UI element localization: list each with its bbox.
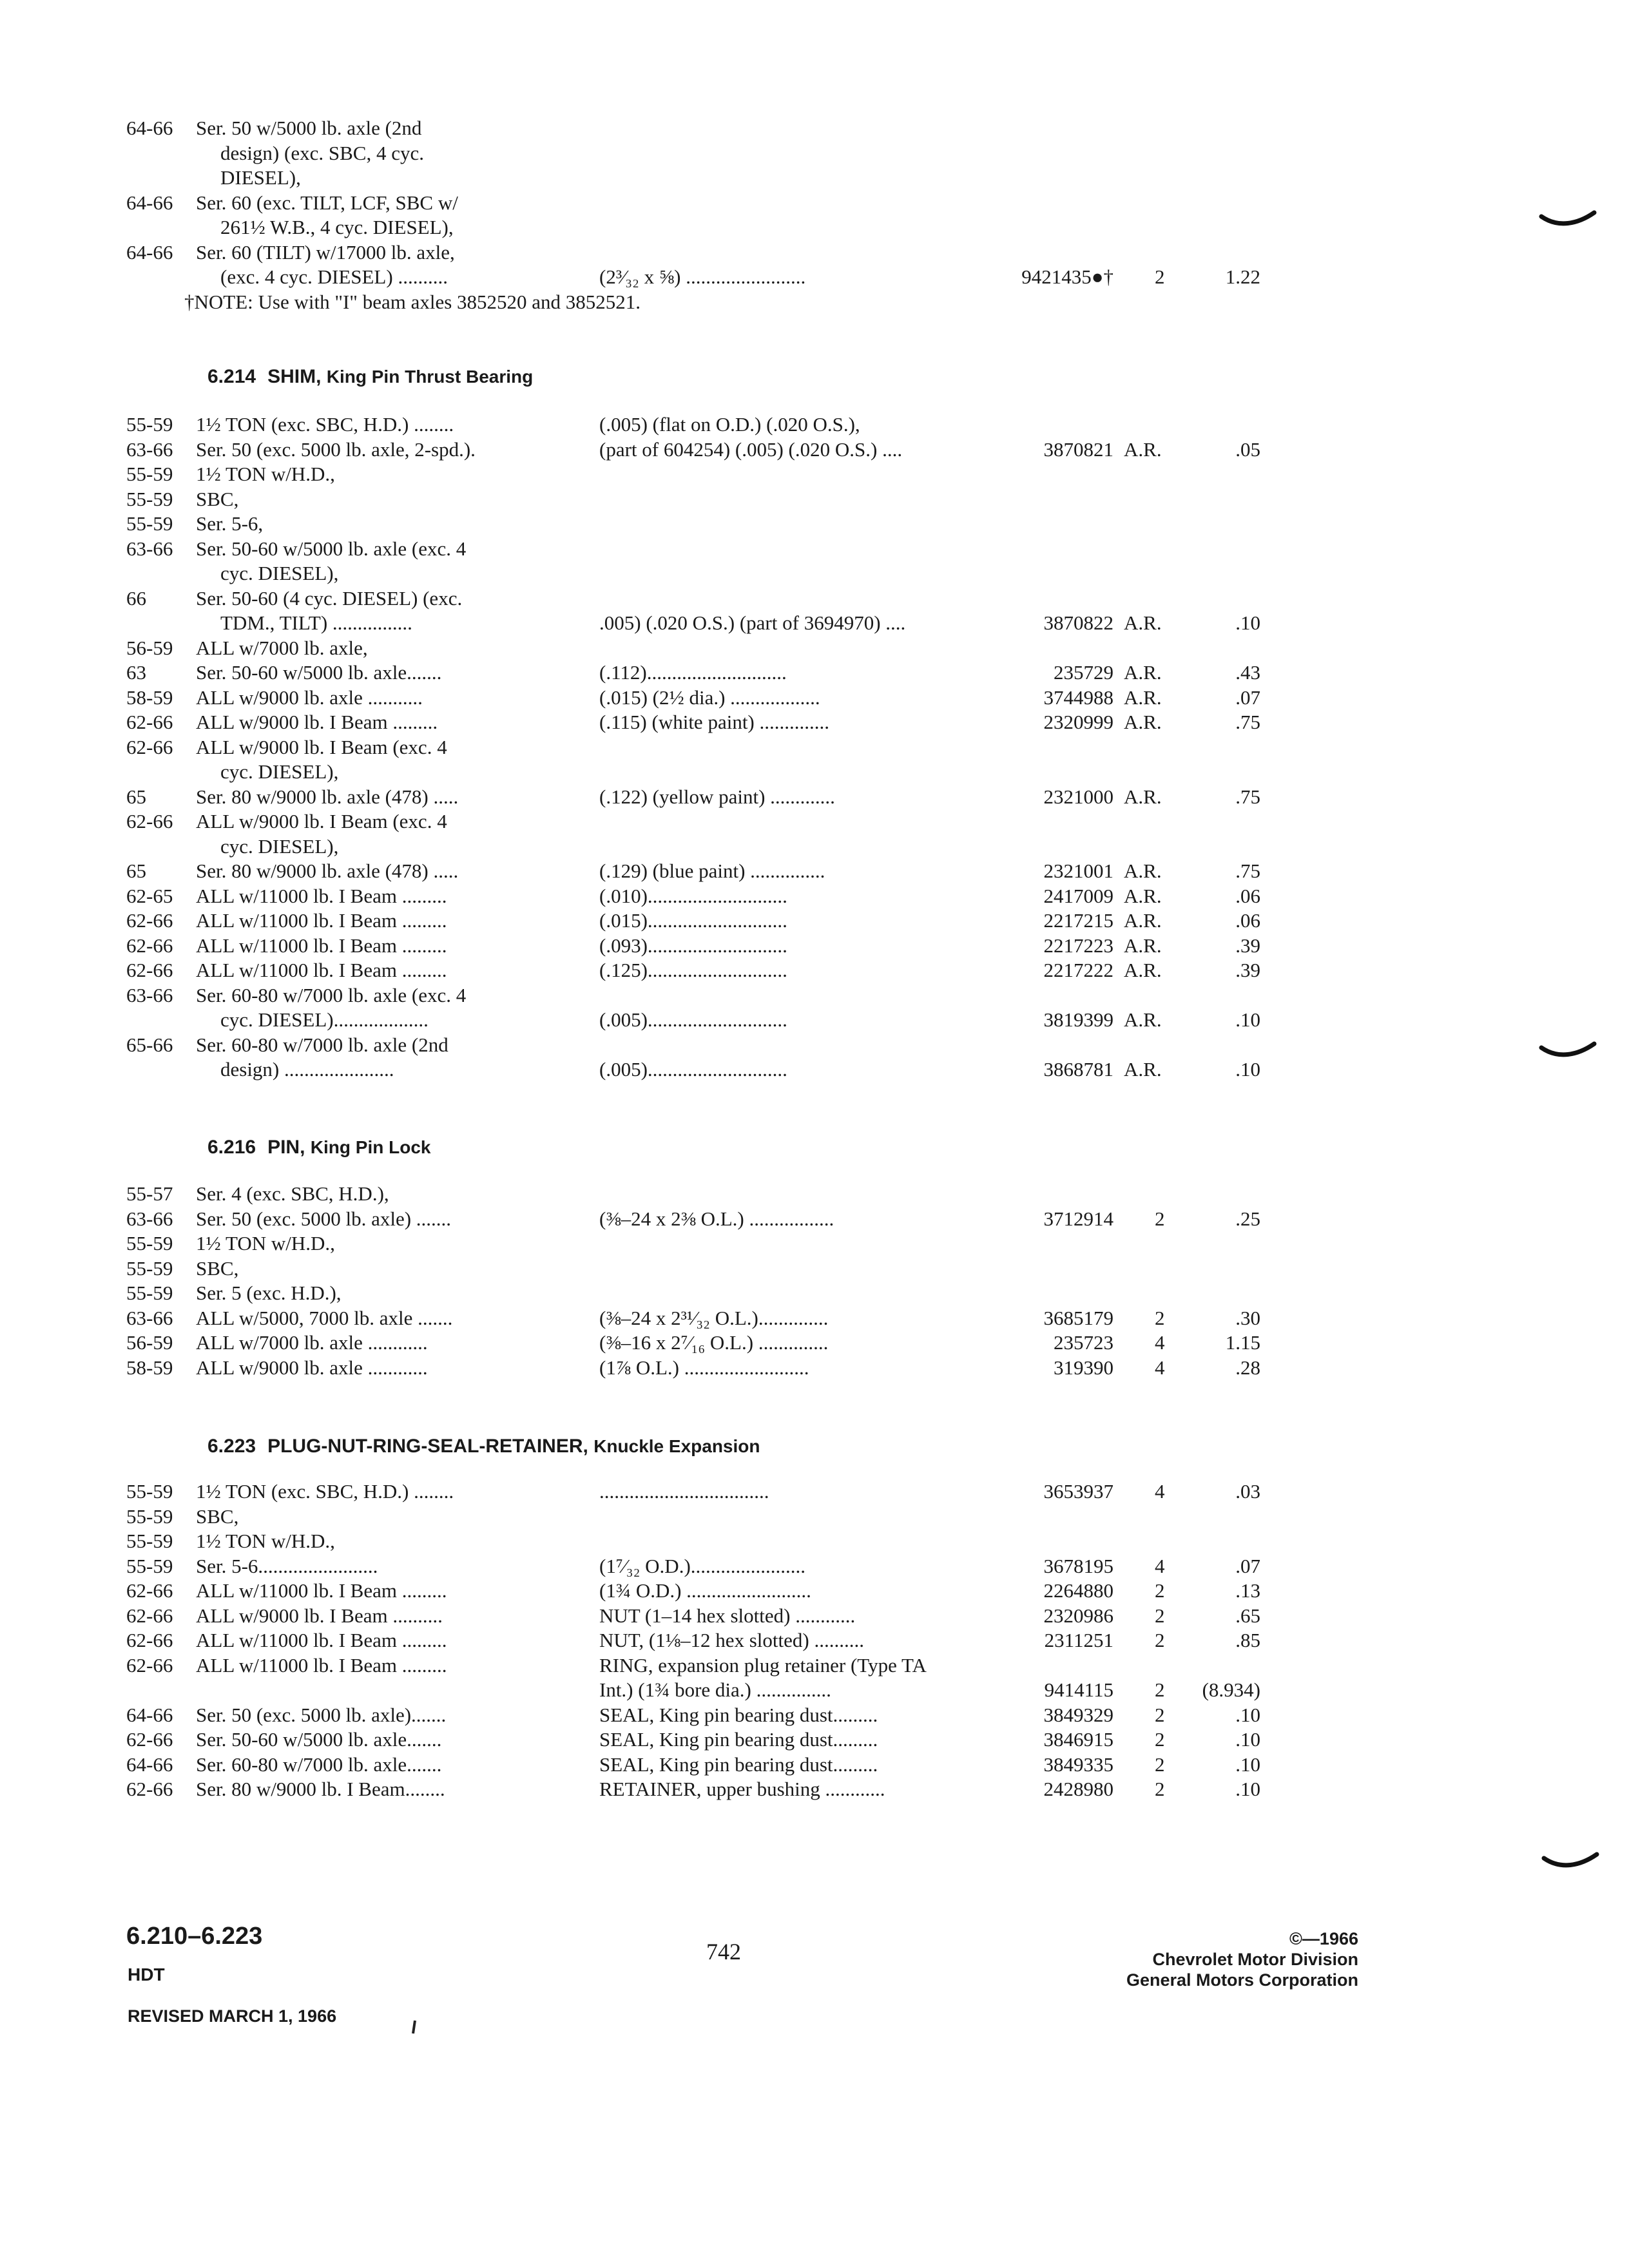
application-description: 1½ TON (exc. SBC, H.D.) ........: [196, 1480, 454, 1503]
footer-copyright: ©—1966: [1289, 1929, 1358, 1948]
application-description: ALL w/11000 lb. I Beam .........: [196, 884, 447, 907]
model-years: 62-66: [126, 909, 173, 932]
specification: ..................................: [599, 1480, 769, 1503]
part-number: 2417009: [1043, 884, 1113, 907]
quantity: 4: [1155, 1554, 1165, 1577]
application-description: cyc. DIESEL),: [220, 760, 339, 783]
specification: RING, expansion plug retainer (Type TA: [599, 1653, 927, 1677]
table-row: [0, 785, 1629, 809]
application-description: ALL w/11000 lb. I Beam .........: [196, 909, 447, 932]
price: .75: [1235, 711, 1260, 733]
price: .85: [1235, 1629, 1260, 1651]
part-number: 9414115: [1044, 1678, 1113, 1701]
table-row: [0, 1554, 1629, 1579]
table-row: [0, 1182, 1629, 1206]
table-row: [0, 636, 1629, 660]
price: .39: [1235, 959, 1260, 981]
part-number: 3849329: [1043, 1703, 1113, 1726]
table-row: [0, 265, 1629, 289]
quantity: 2: [1155, 1728, 1165, 1751]
section-number: 6.214: [207, 366, 256, 387]
specification: (.122) (yellow paint) .............: [599, 785, 835, 808]
quantity: 2: [1155, 1604, 1165, 1627]
model-years: 62-66: [126, 934, 173, 957]
table-row: [0, 958, 1629, 983]
quantity: A.R.: [1124, 711, 1162, 733]
model-years: 55-59: [126, 512, 173, 535]
application-description: Ser. 50 (exc. 5000 lb. axle, 2-spd.).: [196, 437, 476, 461]
footer-revised: REVISED MARCH 1, 1966: [128, 2006, 337, 2026]
price: .10: [1235, 1703, 1260, 1726]
model-years: 55-59: [126, 1554, 173, 1577]
model-years: 65: [126, 785, 146, 808]
specification: (.093)............................: [599, 934, 787, 957]
table-row: [0, 215, 1629, 240]
quantity: 2: [1155, 1579, 1165, 1602]
model-years: 62-66: [126, 1728, 173, 1751]
table-row: [0, 1207, 1629, 1231]
application-description: ALL w/11000 lb. I Beam .........: [196, 934, 447, 957]
table-row: [0, 1753, 1629, 1777]
application-description: Ser. 60-80 w/7000 lb. axle (exc. 4: [196, 983, 467, 1006]
part-number: 2321001: [1043, 860, 1113, 882]
table-row: [0, 1604, 1629, 1628]
part-number: 319390: [1054, 1356, 1113, 1379]
footer-code: HDT: [128, 1965, 165, 1984]
section-name: PIN,: [267, 1137, 305, 1158]
application-description: cyc. DIESEL),: [220, 562, 339, 584]
specification: (⅜–24 x 2³¹⁄₃₂ O.L.)..............: [599, 1306, 829, 1329]
quantity: A.R.: [1124, 860, 1162, 882]
table-row: [0, 686, 1629, 710]
table-row: [0, 1504, 1629, 1529]
application-description: Ser. 80 w/9000 lb. I Beam........: [196, 1778, 445, 1800]
application-description: ALL w/9000 lb. axle ...........: [196, 686, 423, 709]
part-number: 2320986: [1043, 1604, 1113, 1627]
price: .25: [1235, 1207, 1260, 1230]
application-description: Ser. 80 w/9000 lb. axle (478) .....: [196, 785, 459, 808]
part-number: 235729: [1054, 661, 1113, 684]
table-row: [0, 512, 1629, 536]
quantity: 4: [1155, 1480, 1165, 1503]
table-row: [0, 1529, 1629, 1553]
stray-mark: [410, 2018, 419, 2037]
price: .10: [1235, 1753, 1260, 1776]
price: .10: [1235, 1778, 1260, 1800]
part-number: 3868781: [1043, 1058, 1113, 1081]
quantity: 2: [1155, 1678, 1165, 1701]
price: .05: [1235, 437, 1260, 461]
model-years: 65: [126, 860, 146, 882]
section-number: 6.223: [207, 1436, 256, 1457]
application-description: ALL w/11000 lb. I Beam .........: [196, 1653, 447, 1677]
application-description: Ser. 50-60 w/5000 lb. axle.......: [196, 1728, 442, 1751]
table-row: [0, 1057, 1629, 1082]
model-years: 58-59: [126, 1356, 173, 1379]
specification: (2³⁄₃₂ x ⅝) ........................: [599, 265, 806, 288]
application-description: cyc. DIESEL)...................: [220, 1008, 429, 1031]
model-years: 58-59: [126, 686, 173, 709]
price: (8.934): [1202, 1678, 1260, 1701]
application-description: 1½ TON w/H.D.,: [196, 1232, 335, 1254]
quantity: A.R.: [1124, 1058, 1162, 1081]
application-description: design) ......................: [220, 1058, 394, 1081]
table-row: [0, 561, 1629, 586]
table-row: [0, 537, 1629, 561]
specification: SEAL, King pin bearing dust.........: [599, 1753, 878, 1776]
part-number: 2311251: [1044, 1629, 1113, 1651]
application-description: ALL w/9000 lb. axle ............: [196, 1356, 428, 1379]
specification: (.015) (2½ dia.) ..................: [599, 686, 820, 709]
model-years: 62-66: [126, 1604, 173, 1627]
model-years: 55-59: [126, 463, 173, 485]
application-description: 1½ TON w/H.D.,: [196, 1530, 335, 1552]
table-row: [0, 611, 1629, 635]
application-description: TDM., TILT) ................: [220, 611, 412, 634]
model-years: 62-65: [126, 884, 173, 907]
part-number: 235723: [1054, 1331, 1113, 1354]
price: .10: [1235, 1728, 1260, 1751]
application-description: ALL w/5000, 7000 lb. axle .......: [196, 1306, 453, 1329]
application-description: Ser. 60-80 w/7000 lb. axle (2nd: [196, 1033, 448, 1056]
price: .65: [1235, 1604, 1260, 1627]
table-row: [0, 1727, 1629, 1752]
application-description: Ser. 5-6,: [196, 512, 264, 535]
price: .10: [1235, 611, 1260, 634]
table-row: [0, 859, 1629, 883]
application-description: Ser. 60 (TILT) w/17000 lb. axle,: [196, 240, 455, 264]
specification: Int.) (1¾ bore dia.) ...............: [599, 1678, 831, 1701]
part-number: 3685179: [1043, 1306, 1113, 1329]
table-row: [0, 1653, 1629, 1678]
price: .10: [1235, 1058, 1260, 1081]
section-subtitle: Knuckle Expansion: [593, 1436, 760, 1456]
table-row: [0, 412, 1629, 437]
application-description: ALL w/9000 lb. I Beam (exc. 4: [196, 735, 447, 758]
note-top: [0, 290, 1629, 314]
section-heading-6214: [207, 365, 533, 390]
quantity: A.R.: [1124, 934, 1162, 957]
table-row: [0, 487, 1629, 512]
model-years: 55-59: [126, 1504, 173, 1528]
model-years: 63-66: [126, 1306, 173, 1329]
model-years: 55-59: [126, 1232, 173, 1254]
part-number: 3712914: [1043, 1207, 1113, 1230]
table-row: [0, 884, 1629, 908]
table-row: [0, 710, 1629, 735]
part-number: 2264880: [1043, 1579, 1113, 1602]
quantity: A.R.: [1124, 785, 1162, 808]
model-years: 63-66: [126, 1207, 173, 1230]
model-years: 62-66: [126, 810, 173, 832]
quantity: A.R.: [1124, 959, 1162, 981]
price: 1.15: [1225, 1331, 1260, 1354]
quantity: 2: [1155, 1207, 1165, 1230]
model-years: 55-59: [126, 1282, 173, 1304]
price: .75: [1235, 860, 1260, 882]
model-years: 63-66: [126, 437, 173, 461]
part-number: 3870822: [1043, 611, 1113, 634]
model-years: 62-66: [126, 1629, 173, 1651]
specification: .005) (.020 O.S.) (part of 3694970) ....: [599, 611, 906, 634]
application-description: SBC,: [196, 487, 239, 510]
part-number: 3846915: [1043, 1728, 1113, 1751]
table-row: [0, 1306, 1629, 1331]
table-row: [0, 660, 1629, 685]
application-description: Ser. 50-60 w/5000 lb. axle (exc. 4: [196, 537, 467, 560]
application-description: Ser. 5 (exc. H.D.),: [196, 1282, 342, 1304]
application-description: ALL w/9000 lb. I Beam .........: [196, 711, 438, 733]
part-number: 3678195: [1043, 1554, 1113, 1577]
quantity: A.R.: [1124, 611, 1162, 634]
table-row: [0, 1033, 1629, 1057]
model-years: 62-66: [126, 735, 173, 758]
application-description: ALL w/11000 lb. I Beam .........: [196, 1629, 447, 1651]
binder-tick-mark: [1539, 1040, 1597, 1066]
model-years: 62-66: [126, 1579, 173, 1602]
quantity: A.R.: [1124, 909, 1162, 932]
application-description: Ser. 60-80 w/7000 lb. axle.......: [196, 1753, 442, 1776]
application-description: ALL w/11000 lb. I Beam .........: [196, 959, 447, 981]
price: .39: [1235, 934, 1260, 957]
table-row: [0, 834, 1629, 859]
part-number: 2217223: [1043, 934, 1113, 957]
specification: (1⅞ O.L.) .........................: [599, 1356, 809, 1379]
table-row: [0, 1331, 1629, 1355]
footer-range: 6.210–6.223: [126, 1923, 263, 1950]
model-years: 55-59: [126, 413, 173, 436]
specification: (1⁷⁄₃₂ O.D.).......................: [599, 1554, 806, 1577]
quantity: 2: [1155, 1778, 1165, 1800]
price: .03: [1235, 1480, 1260, 1503]
application-description: Ser. 50 (exc. 5000 lb. axle).......: [196, 1703, 447, 1726]
specification: (.115) (white paint) ..............: [599, 711, 829, 733]
table-row: [0, 462, 1629, 486]
model-years: 63: [126, 661, 146, 684]
quantity: 2: [1155, 1306, 1165, 1329]
quantity: A.R.: [1124, 437, 1162, 461]
specification: NUT (1–14 hex slotted) ............: [599, 1604, 856, 1627]
model-years: 55-59: [126, 1256, 173, 1280]
specification: (.010)............................: [599, 884, 787, 907]
specification: SEAL, King pin bearing dust.........: [599, 1703, 878, 1726]
part-number: 3870821: [1043, 437, 1113, 461]
application-description: Ser. 50 (exc. 5000 lb. axle) .......: [196, 1207, 452, 1230]
table-row: [0, 191, 1629, 215]
model-years: 62-66: [126, 959, 173, 981]
table-row: [0, 1256, 1629, 1281]
table-row: [0, 934, 1629, 958]
table-row: [0, 983, 1629, 1008]
table-row: [0, 908, 1629, 933]
table-row: [0, 166, 1629, 190]
application-description: Ser. 80 w/9000 lb. axle (478) .....: [196, 860, 459, 882]
application-description: Ser. 60 (exc. TILT, LCF, SBC w/: [196, 191, 458, 214]
section-subtitle: King Pin Lock: [310, 1137, 431, 1157]
footer-corporation: General Motors Corporation: [1126, 1970, 1358, 1990]
model-years: 66: [126, 586, 146, 610]
model-years: 55-59: [126, 487, 173, 510]
model-years: 65-66: [126, 1033, 173, 1056]
application-description: 1½ TON (exc. SBC, H.D.) ........: [196, 413, 454, 436]
price: .06: [1235, 909, 1260, 932]
application-description: 261½ W.B., 4 cyc. DIESEL),: [220, 216, 454, 238]
quantity: 2: [1155, 1753, 1165, 1776]
model-years: 64-66: [126, 1703, 173, 1726]
specification: (1¾ O.D.) .........................: [599, 1579, 811, 1602]
table-row: [0, 1777, 1629, 1802]
table-row: [0, 1008, 1629, 1032]
part-number: 3744988: [1043, 686, 1113, 709]
part-number: 2217215: [1043, 909, 1113, 932]
table-row: [0, 1231, 1629, 1256]
section-number: 6.216: [207, 1137, 256, 1158]
model-years: 63-66: [126, 983, 173, 1006]
model-years: 56-59: [126, 1331, 173, 1354]
application-description: Ser. 5-6........................: [196, 1554, 378, 1577]
table-row: [0, 586, 1629, 611]
specification: (.125)............................: [599, 959, 787, 981]
specification: (.005)............................: [599, 1058, 787, 1081]
part-number: 3819399: [1043, 1008, 1113, 1031]
table-row: [0, 141, 1629, 166]
price: .13: [1235, 1579, 1260, 1602]
table-row: [0, 437, 1629, 462]
specification: (⅜–24 x 2⅜ O.L.) .................: [599, 1207, 834, 1230]
table-row: [0, 735, 1629, 760]
part-number: 3653937: [1043, 1480, 1113, 1503]
application-description: ALL w/9000 lb. I Beam (exc. 4: [196, 810, 447, 832]
part-number: 2321000: [1043, 785, 1113, 808]
application-description: ALL w/9000 lb. I Beam ..........: [196, 1604, 443, 1627]
quantity: 2: [1155, 1629, 1165, 1651]
quantity: 4: [1155, 1331, 1165, 1354]
model-years: 62-66: [126, 1653, 173, 1677]
application-description: SBC,: [196, 1256, 239, 1280]
table-row: [0, 760, 1629, 784]
table-row: [0, 1356, 1629, 1380]
table-row: [0, 1281, 1629, 1305]
price: .30: [1235, 1306, 1260, 1329]
application-description: cyc. DIESEL),: [220, 834, 339, 858]
table-row: [0, 1703, 1629, 1727]
application-description: Ser. 50-60 (4 cyc. DIESEL) (exc.: [196, 586, 463, 610]
section-heading-6216: [207, 1135, 430, 1160]
application-description: 1½ TON w/H.D.,: [196, 463, 335, 485]
quantity: 2: [1155, 1703, 1165, 1726]
table-row: [0, 240, 1629, 265]
model-years: 55-59: [126, 1530, 173, 1552]
application-description: ALL w/7000 lb. axle,: [196, 636, 368, 659]
model-years: 62-66: [126, 1778, 173, 1800]
quantity: 2: [1155, 265, 1165, 288]
price: 1.22: [1225, 265, 1260, 288]
section-name: SHIM,: [267, 366, 322, 387]
model-years: 64-66: [126, 1753, 173, 1776]
model-years: 64-66: [126, 117, 173, 139]
specification: (.112)............................: [599, 661, 787, 684]
specification: (.015)............................: [599, 909, 787, 932]
price: .75: [1235, 785, 1260, 808]
specification: RETAINER, upper bushing ............: [599, 1778, 885, 1800]
specification: (.129) (blue paint) ...............: [599, 860, 825, 882]
specification: (⅜–16 x 2⁷⁄₁₆ O.L.) ..............: [599, 1331, 829, 1354]
part-number: 2428980: [1043, 1778, 1113, 1800]
application-description: DIESEL),: [220, 166, 301, 189]
model-years: 64-66: [126, 191, 173, 214]
table-row: [0, 1479, 1629, 1504]
specification: (part of 604254) (.005) (.020 O.S.) ....: [599, 437, 903, 461]
table-row: [0, 809, 1629, 834]
price: .07: [1235, 1554, 1260, 1577]
application-description: SBC,: [196, 1504, 239, 1528]
specification: (.005) (flat on O.D.) (.020 O.S.),: [599, 413, 860, 436]
note-text: †NOTE: Use with "I" beam axles 3852520 and 3852521.: [184, 291, 641, 313]
specification: (.005)............................: [599, 1008, 787, 1031]
model-years: 63-66: [126, 537, 173, 560]
application-description: Ser. 50-60 w/5000 lb. axle.......: [196, 661, 442, 684]
table-row: [0, 1678, 1629, 1702]
model-years: 64-66: [126, 240, 173, 264]
section-name: PLUG-NUT-RING-SEAL-RETAINER,: [267, 1436, 588, 1457]
quantity: A.R.: [1124, 1008, 1162, 1031]
binder-tick-mark: [1541, 1850, 1599, 1876]
specification: SEAL, King pin bearing dust.........: [599, 1728, 878, 1751]
part-number: 3849335: [1043, 1753, 1113, 1776]
price: .06: [1235, 884, 1260, 907]
model-years: 55-57: [126, 1182, 173, 1205]
application-description: Ser. 50 w/5000 lb. axle (2nd: [196, 117, 422, 139]
model-years: 55-59: [126, 1480, 173, 1503]
quantity: A.R.: [1124, 661, 1162, 684]
application-description: (exc. 4 cyc. DIESEL) ..........: [220, 265, 448, 288]
footer-division: Chevrolet Motor Division: [1152, 1950, 1358, 1969]
section-subtitle: King Pin Thrust Bearing: [326, 367, 534, 387]
quantity: A.R.: [1124, 686, 1162, 709]
model-years: 62-66: [126, 711, 173, 733]
part-number: 2217222: [1043, 959, 1113, 981]
application-description: ALL w/11000 lb. I Beam .........: [196, 1579, 447, 1602]
application-description: ALL w/7000 lb. axle ............: [196, 1331, 428, 1354]
part-number: 9421435●†: [1021, 265, 1113, 288]
table-row: [0, 1579, 1629, 1603]
part-number: 2320999: [1043, 711, 1113, 733]
table-row: [0, 1628, 1629, 1653]
model-years: 56-59: [126, 636, 173, 659]
price: .10: [1235, 1008, 1260, 1031]
price: .28: [1235, 1356, 1260, 1379]
quantity: 4: [1155, 1356, 1165, 1379]
footer-page-number: 742: [706, 1939, 741, 1965]
application-description: Ser. 4 (exc. SBC, H.D.),: [196, 1182, 389, 1205]
binder-tick-mark: [1539, 209, 1597, 235]
specification: NUT, (1⅛–12 hex slotted) ..........: [599, 1629, 864, 1651]
price: .07: [1235, 686, 1260, 709]
price: .43: [1235, 661, 1260, 684]
section-heading-6223: [207, 1434, 760, 1459]
quantity: A.R.: [1124, 884, 1162, 907]
table-row: [0, 116, 1629, 140]
application-description: design) (exc. SBC, 4 cyc.: [220, 141, 424, 164]
